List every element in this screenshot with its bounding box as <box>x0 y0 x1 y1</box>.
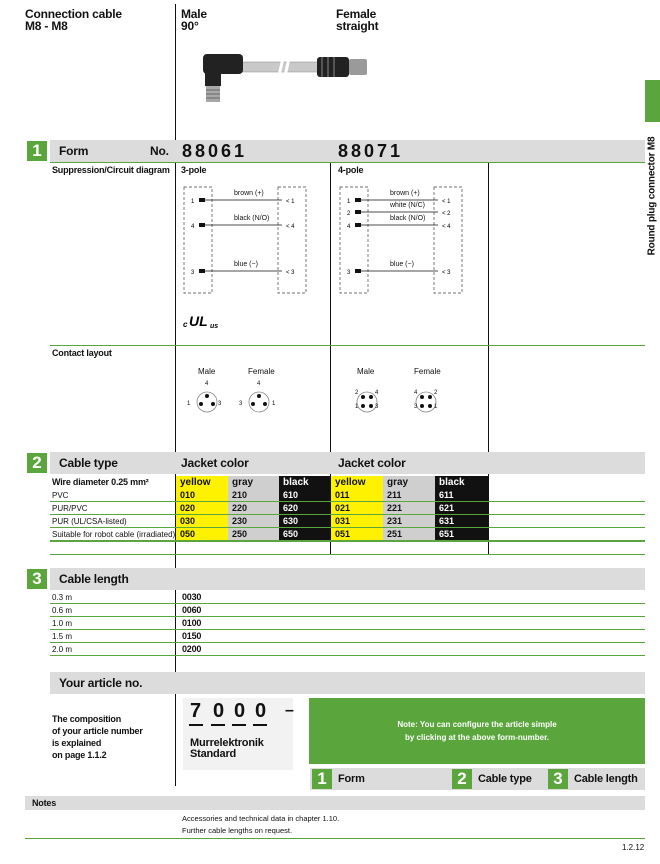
row-divider <box>50 642 645 643</box>
cable-code-cell: 610 <box>279 489 330 502</box>
cable-code-cell: 210 <box>228 489 279 502</box>
cable-length-code: 0060 <box>182 605 202 615</box>
cable-code-cell: 011 <box>331 489 383 502</box>
cable-length-code: 0150 <box>182 631 202 641</box>
contact-layout-4pole <box>340 380 460 416</box>
note-line2: by clicking at the above form-number. <box>404 733 550 742</box>
wire-blue-label: blue (−) <box>390 261 414 268</box>
male-line2: 90° <box>181 19 199 33</box>
cable-type-row-label: PUR (UL/CSA-listed) <box>52 517 127 526</box>
col2-pole: 4-pole <box>338 165 364 175</box>
svg-text:4: 4 <box>347 224 351 230</box>
cable-type-row-label: PUR/PVC <box>52 504 88 513</box>
article-digit: 0 <box>213 700 224 722</box>
note-line1: Note: You can configure the article simple <box>397 720 557 729</box>
cable-code-cell: 050 <box>176 528 228 541</box>
svg-text:1: 1 <box>347 199 351 205</box>
no-label: No. <box>150 144 169 158</box>
notes-header <box>25 796 645 810</box>
circuit-diagram-4pole <box>338 185 468 297</box>
female-line2: straight <box>336 19 379 33</box>
cable-code-cell: 630 <box>279 515 330 528</box>
cable-code-cell: 030 <box>176 515 228 528</box>
legend-number: 3 <box>548 769 568 789</box>
wire-white-label: white (N/C) <box>390 202 426 209</box>
svg-text:< 3: < 3 <box>442 270 451 276</box>
composition-line3: is explained <box>52 738 102 748</box>
svg-text:3: 3 <box>191 270 195 276</box>
page-number: 1.2.12 <box>622 843 645 852</box>
row-divider <box>50 629 645 630</box>
cable-code-cell: 211 <box>383 489 435 502</box>
svg-text:us: us <box>210 323 219 330</box>
svg-text:4: 4 <box>191 224 195 230</box>
cable-length-row-label: 0.3 m <box>52 593 73 602</box>
side-tab <box>645 128 660 263</box>
cable-type-row-label: PVC <box>52 491 69 500</box>
male-line1: Male <box>181 7 207 21</box>
color-header-black: black <box>279 476 330 489</box>
brand-line1: Murrelektronik <box>190 737 264 749</box>
female-label: Female <box>248 367 275 376</box>
pin-label: 2 <box>434 390 438 396</box>
form-label: Form <box>59 144 89 158</box>
pin-label: 1 <box>272 401 276 407</box>
wire-black-label: black (N/O) <box>390 215 426 222</box>
svg-text:2: 2 <box>347 211 351 217</box>
form-number-88071-link[interactable]: 88071 <box>338 141 404 161</box>
cable-length-row-label: 0.6 m <box>52 606 73 615</box>
cable-type-label: Cable type <box>59 456 118 470</box>
legend-cable-type: Cable type <box>478 773 532 785</box>
title-line1: Connection cable <box>25 7 122 21</box>
side-tab-label: Round plug connector M8 <box>646 136 658 256</box>
cable-code-cell: 621 <box>435 502 488 515</box>
cable-length-label: Cable length <box>59 572 129 586</box>
row-divider <box>50 616 645 617</box>
cable-length-code: 0030 <box>182 592 202 602</box>
composition-line4: on page 1.1.2 <box>52 750 107 760</box>
male-heading <box>181 8 207 32</box>
row-suppression-label: Suppression/Circuit diagram <box>52 165 170 175</box>
pin-label: 4 <box>257 381 261 387</box>
section2-number: 2 <box>27 453 47 473</box>
brand-line2: Standard <box>190 748 237 760</box>
male-label: Male <box>357 367 375 376</box>
cable-code-cell: 651 <box>435 528 488 541</box>
female-label: Female <box>414 367 441 376</box>
cable-code-cell: 031 <box>331 515 383 528</box>
brand-text <box>190 738 264 760</box>
section1-number: 1 <box>27 141 47 161</box>
cable-code-cell: 230 <box>228 515 279 528</box>
cable-length-row-label: 1.0 m <box>52 619 73 628</box>
pin-label: 3 <box>239 401 243 407</box>
cable-code-cell: 250 <box>228 528 279 541</box>
cable-code-cell: 051 <box>331 528 383 541</box>
pin-label: 3 <box>414 404 418 410</box>
color-header-gray: gray <box>228 476 279 489</box>
pin-label: 2 <box>355 390 359 396</box>
cable-illustration <box>195 48 385 110</box>
wire-diameter-label: Wire diameter 0.25 mm² <box>52 477 149 487</box>
svg-text:1: 1 <box>191 199 195 205</box>
row-divider <box>50 655 645 656</box>
article-digit: 0 <box>255 700 266 722</box>
title-line2: M8 - M8 <box>25 19 68 33</box>
row-divider <box>50 603 645 604</box>
jacket-color-col1: Jacket color <box>181 456 249 470</box>
pin-label: 1 <box>355 404 359 410</box>
svg-text:< 4: < 4 <box>442 224 451 230</box>
notes-line1: Accessories and technical data in chapter 1.10. <box>182 814 340 823</box>
legend-number: 2 <box>452 769 472 789</box>
cable-code-cell: 631 <box>435 515 488 528</box>
article-dash: – <box>285 702 294 719</box>
male-label: Male <box>198 367 216 376</box>
legend-cable-length: Cable length <box>574 773 638 785</box>
color-header-black: black <box>435 476 488 489</box>
composition-line2: of your article number <box>52 726 143 736</box>
cable-code-cell: 620 <box>279 502 330 515</box>
pin-label: 3 <box>218 401 222 407</box>
wire-brown-label: brown (+) <box>390 190 420 197</box>
form-number-88061-link[interactable]: 88061 <box>182 141 248 161</box>
article-digit: 0 <box>234 700 245 722</box>
color-header-yellow: yellow <box>331 476 383 489</box>
cable-code-cell: 611 <box>435 489 488 502</box>
cable-code-cell: 020 <box>176 502 228 515</box>
cable-length-row-label: 1.5 m <box>52 632 73 641</box>
your-article-label: Your article no. <box>59 676 143 690</box>
composition-text <box>52 713 143 761</box>
legend-form: Form <box>338 773 365 785</box>
svg-text:3: 3 <box>347 270 351 276</box>
contact-layout-3pole <box>183 380 293 416</box>
pin-label: 4 <box>414 390 418 396</box>
cable-code-cell: 231 <box>383 515 435 528</box>
pin-label: 4 <box>375 390 379 396</box>
article-digit: 7 <box>190 700 201 722</box>
cable-code-cell: 650 <box>279 528 330 541</box>
cable-code-cell: 221 <box>383 502 435 515</box>
wire-blue-label: blue (−) <box>234 261 258 268</box>
cable-length-code: 0200 <box>182 644 202 654</box>
cable-length-row-label: 2.0 m <box>52 645 73 654</box>
section3-number: 3 <box>27 569 47 589</box>
cable-type-row-label: Suitable for robot cable (irradiated) <box>52 530 176 539</box>
notes-label: Notes <box>32 798 57 808</box>
svg-text:< 1: < 1 <box>442 199 451 205</box>
composition-line1: The composition <box>52 714 122 724</box>
circuit-diagram-3pole <box>182 185 312 297</box>
svg-text:< 4: < 4 <box>286 224 295 230</box>
col1-pole: 3-pole <box>181 165 207 175</box>
svg-text:UL: UL <box>189 313 208 329</box>
color-header-yellow: yellow <box>176 476 228 489</box>
notes-line2: Further cable lengths on request. <box>182 826 293 835</box>
configure-note-box <box>309 698 645 764</box>
pin-label: 1 <box>434 404 438 410</box>
pin-label: 3 <box>375 404 379 410</box>
svg-text:c: c <box>183 320 188 329</box>
pin-label: 1 <box>187 401 191 407</box>
cable-code-cell: 010 <box>176 489 228 502</box>
cable-code-cell: 251 <box>383 528 435 541</box>
row-contact-label: Contact layout <box>52 348 112 358</box>
cable-length-code: 0100 <box>182 618 202 628</box>
cable-code-cell: 220 <box>228 502 279 515</box>
wire-black-label: black (N/O) <box>234 215 270 222</box>
female-heading <box>336 8 378 32</box>
color-header-gray: gray <box>383 476 435 489</box>
female-line1: Female <box>336 7 377 21</box>
svg-text:< 2: < 2 <box>442 211 451 217</box>
notes-text <box>182 813 339 837</box>
legend-number: 1 <box>312 769 332 789</box>
wire-brown-label: brown (+) <box>234 190 264 197</box>
side-tab-marker <box>645 80 660 122</box>
culus-logo <box>182 312 224 332</box>
page-title <box>25 8 122 32</box>
section3-header <box>50 568 645 590</box>
svg-text:< 3: < 3 <box>286 270 295 276</box>
svg-text:< 1: < 1 <box>286 199 295 205</box>
pin-label: 4 <box>205 381 209 387</box>
jacket-color-col2: Jacket color <box>338 456 406 470</box>
cable-code-cell: 021 <box>331 502 383 515</box>
